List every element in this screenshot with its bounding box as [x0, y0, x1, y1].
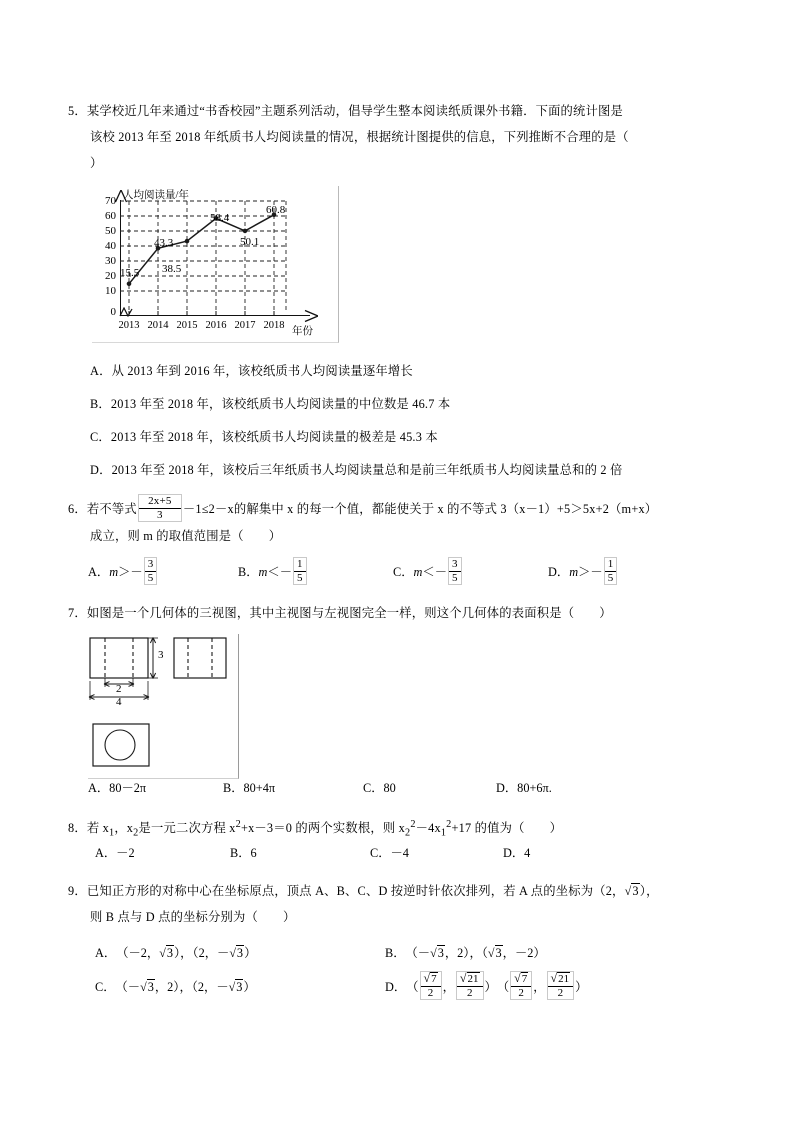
chart-data-label-2014: 38.5 — [162, 263, 182, 275]
q9a-t3: ） — [244, 946, 257, 960]
question-8-option-a[interactable]: A．－2 — [95, 846, 135, 860]
question-9-options-row-1 — [95, 940, 755, 966]
option-d-sign: － — [590, 565, 603, 580]
question-6-number: 6． — [68, 502, 87, 517]
q9a-letter: A． — [95, 946, 117, 960]
q8-sup3: 2 — [446, 819, 452, 830]
chart-xtick-2016: 2016 — [205, 320, 227, 331]
question-5-line2-wrap — [68, 124, 728, 150]
radical-sign-icon: √ — [229, 946, 236, 960]
chart-data-label-2013: 15.5 — [120, 267, 140, 279]
q9a-rad2: 3 — [236, 946, 244, 960]
q9a-t2: ），（2，－ — [173, 946, 230, 960]
question-9-line2-wrap — [68, 904, 768, 930]
question-9-number: 9． — [68, 884, 87, 898]
option-a-denominator: 5 — [145, 571, 157, 585]
question-8-number: 8． — [68, 821, 87, 836]
question-7 — [68, 600, 758, 626]
question-9-options-row-2 — [95, 972, 755, 1001]
q9d-close2: ） — [575, 979, 588, 994]
question-6-option-c[interactable] — [393, 558, 548, 586]
radical-sign-icon: √ — [159, 946, 166, 960]
q8-sup1: 2 — [235, 819, 241, 830]
question-5-stem — [68, 98, 728, 124]
chart-data-label-2016: 58.4 — [210, 212, 230, 224]
question-6-line2-wrap — [68, 523, 758, 549]
option-d-numerator: 1 — [607, 558, 614, 570]
q9c-t3: ） — [243, 979, 256, 994]
option-a-variable: m — [109, 565, 119, 580]
question-7-stem — [68, 600, 758, 626]
q9d-f3-den: 2 — [511, 986, 531, 1000]
chart-y-axis-title: 人均阅读量/年 — [123, 190, 189, 201]
chart-data-label-2015: 43.3 — [154, 237, 174, 249]
q9d-f1-num: √7 — [423, 971, 437, 985]
q9d-close1: ） — [484, 979, 497, 994]
question-6-stem — [68, 495, 758, 523]
option-c-relation: ＜ — [422, 565, 435, 580]
question-8-option-c[interactable]: C．－4 — [370, 846, 409, 860]
option-d-fraction — [604, 557, 618, 585]
option-c-letter: C． — [393, 565, 414, 580]
question-5-option-c[interactable]: C．2013 年至 2018 年，该校纸质书人均阅读量的极差是 45.3 本 — [90, 430, 438, 444]
question-5-option-a[interactable]: A．从 2013 年到 2016 年，该校纸质书人均阅读量逐年增长 — [90, 364, 413, 378]
q9c-rad2: 3 — [236, 979, 243, 994]
q9d-fraction-1 — [420, 971, 442, 1000]
question-7-number: 7． — [68, 606, 87, 620]
question-5-number: 5． — [68, 104, 87, 118]
question-9-line1-post: ）， — [639, 884, 659, 898]
option-c-sign: － — [434, 565, 448, 580]
q8-t6: +17 的值为（ ） — [451, 821, 563, 836]
question-8-option-d[interactable]: D．4 — [503, 846, 531, 860]
question-9-option-c[interactable] — [95, 974, 385, 1000]
question-6-options — [88, 558, 728, 586]
option-b-denominator: 5 — [294, 571, 306, 585]
reading-volume-line-chart — [92, 186, 339, 343]
q9d-f2-den: 2 — [457, 986, 483, 1000]
chart-ytick-60: 60 — [105, 210, 116, 222]
radical-sign-icon: √ — [140, 979, 147, 994]
q8-t1: 若 x — [86, 821, 109, 836]
chart-xtick-2013: 2013 — [118, 320, 140, 331]
q9b-t3: ，－2） — [502, 946, 546, 960]
q9a-sqrt-1 — [159, 940, 174, 966]
q9d-f4-rad: 21 — [558, 973, 570, 985]
option-b-numerator: 1 — [297, 558, 303, 570]
question-7-option-a[interactable]: A．80－2π — [88, 781, 147, 795]
option-c-numerator: 3 — [452, 558, 458, 570]
q9b-sqrt-1 — [430, 940, 445, 966]
q9d-open1: （ — [406, 979, 419, 994]
radical-sign-icon: √ — [624, 884, 632, 898]
q8-t5: －4x — [415, 821, 441, 836]
option-c-denominator: 5 — [449, 571, 461, 585]
question-6-post: 的解集中 x 的每一个值，都能使关于 x 的不等式 3（x－1）+5＞5x+2（m+x） — [233, 502, 658, 517]
q9c-t1: （－ — [115, 979, 141, 994]
option-b-sign: － — [279, 565, 293, 580]
option-d-letter: D． — [548, 565, 570, 580]
q9d-fraction-3 — [510, 971, 532, 1000]
question-6-option-b[interactable] — [238, 558, 393, 586]
chart-xtick-2018: 2018 — [263, 320, 285, 331]
question-9-stem — [68, 878, 768, 904]
q8-sub1: 1 — [108, 827, 115, 839]
fraction-denominator: 3 — [139, 508, 181, 522]
chart-xtick-2014: 2014 — [147, 320, 169, 331]
question-6 — [68, 495, 758, 549]
question-9-option-b[interactable] — [385, 940, 546, 966]
chart-xtick-2017: 2017 — [234, 320, 256, 331]
chart-data-line — [129, 215, 274, 284]
q9d-comma2: ， — [533, 979, 546, 994]
option-a-relation: ＞ — [118, 565, 131, 580]
question-6-option-d[interactable] — [548, 558, 618, 586]
question-9-option-a[interactable] — [95, 940, 385, 966]
option-d-relation: ＞ — [578, 565, 591, 580]
question-6-mid: －1≤2－x — [182, 502, 234, 517]
chart-ytick-20: 20 — [105, 270, 116, 282]
q9d-f4-num: √21 — [550, 971, 570, 985]
fraction-numerator: 2x+5 — [148, 495, 172, 507]
chart-x-axis-label: 年份 — [292, 326, 313, 337]
q9c-sqrt-1 — [140, 974, 155, 1000]
chart-ytick-40: 40 — [105, 240, 116, 252]
question-6-option-a[interactable] — [88, 558, 238, 586]
q9b-rad1: 3 — [437, 946, 444, 960]
question-5-options — [90, 358, 760, 483]
question-7-options — [88, 775, 728, 801]
q9d-letter: D． — [385, 979, 407, 994]
chart-data-label-2018: 60.8 — [266, 204, 286, 216]
q8-sub3: 2 — [404, 827, 411, 839]
question-5 — [68, 98, 728, 176]
radical-sign-icon: √ — [487, 946, 495, 960]
q9c-rad1: 3 — [147, 979, 154, 994]
q9d-fraction-2 — [456, 971, 484, 1000]
q8-t4: +x－3＝0 的两个实数根，则 x — [240, 821, 405, 836]
question-5-option-b[interactable]: B．2013 年至 2018 年，该校纸质书人均阅读量的中位数是 46.7 本 — [90, 397, 451, 411]
q9b-sqrt-2 — [488, 940, 503, 966]
question-5-option-d[interactable]: D．2013 年至 2018 年，该校后三年纸质书人均阅读量总和是前三年纸质书人均阅读量总和的 2 倍 — [90, 463, 623, 477]
q8-t3: 是一元二次方程 x — [138, 821, 236, 836]
q8-sub2: 2 — [133, 827, 139, 839]
q9b-t2: ，2），（ — [444, 946, 488, 960]
q9b-rad2: 3 — [495, 946, 502, 960]
question-9-option-d[interactable] — [385, 972, 587, 1001]
question-5-line2: 该校 2013 年至 2018 年纸质书人均阅读量的情况，根据统计图提供的信息，下列推断不合理的是（ — [90, 130, 629, 144]
option-d-denominator: 5 — [605, 571, 617, 585]
q9d-open2: （ — [496, 979, 510, 994]
option-d-variable: m — [569, 565, 579, 580]
radical-sign-icon: √ — [430, 946, 437, 960]
chart-xtick-2015: 2015 — [176, 320, 198, 331]
q9c-letter: C． — [95, 979, 116, 994]
option-c-variable: m — [413, 565, 423, 580]
option-c-fraction — [448, 557, 462, 585]
chart-ytick-50: 50 — [105, 225, 116, 237]
q9d-comma1: ， — [442, 979, 455, 994]
front-view-rect — [90, 638, 148, 678]
question-6-fraction — [138, 494, 182, 522]
q9a-sqrt-2 — [229, 940, 244, 966]
question-5-line1: 某学校近几年来通过“书香校园”主题系列活动，倡导学生整本阅读纸质课外书籍．下面的统计图是 — [86, 104, 624, 118]
question-5-line3: ） — [90, 156, 103, 170]
question-5-line3-wrap — [68, 150, 728, 176]
option-a-sign: － — [130, 565, 143, 580]
sqrt-3-inline — [625, 878, 640, 904]
option-a-letter: A． — [88, 565, 110, 580]
left-view-rect — [174, 638, 226, 678]
question-9-line1-pre: 已知正方形的对称中心在坐标原点，顶点 A、B、C、D 按逆时针依次排列，若 A 点的坐标为（2， — [86, 884, 625, 898]
option-a-numerator: 3 — [147, 558, 154, 570]
q8-sup2: 2 — [410, 819, 416, 830]
q9d-f1-rad: 7 — [431, 973, 437, 985]
q9d-f2-num: √21 — [459, 971, 479, 985]
dimension-inner-width-label: 2 — [116, 683, 122, 695]
option-b-fraction — [293, 557, 307, 585]
chart-data-label-2017: 50.1 — [240, 236, 260, 248]
q9d-f2-rad: 21 — [467, 973, 479, 985]
q9c-sqrt-2 — [229, 974, 244, 1000]
q9d-fraction-4 — [547, 971, 575, 1000]
option-b-letter: B． — [238, 565, 259, 580]
question-7-line1: 如图是一个几何体的三视图，其中主视图与左视图完全一样，则这个几何体的表面积是（ ） — [86, 606, 612, 620]
q9d-f1-den: 2 — [421, 986, 441, 1000]
q8-t2: ，x — [114, 821, 134, 836]
q8-sub4: 1 — [440, 827, 447, 839]
chart-ytick-10: 10 — [105, 285, 116, 297]
question-7-option-b[interactable]: B．80+4π — [223, 781, 276, 795]
question-7-option-c[interactable]: C．80 — [363, 781, 396, 795]
q9c-t2: ，2），（2，－ — [154, 979, 229, 994]
three-view-diagram — [88, 634, 239, 779]
radical-sign-icon: √ — [228, 979, 236, 994]
q9d-f3-rad: 7 — [521, 973, 528, 985]
q9b-t1: （－ — [405, 946, 431, 960]
question-9 — [68, 878, 768, 930]
question-6-line2: 成立，则 m 的取值范围是（ ） — [90, 529, 282, 544]
chart-ytick-30: 30 — [105, 255, 116, 267]
question-8-option-b[interactable]: B．6 — [230, 846, 257, 860]
question-9-line2: 则 B 点与 D 点的坐标分别为（ ） — [90, 910, 296, 924]
sqrt-radicand: 3 — [632, 884, 639, 898]
q9d-f4-den: 2 — [548, 986, 574, 1000]
dimension-outer-width-label: 4 — [116, 696, 122, 708]
question-7-option-d[interactable]: D．80+6π. — [496, 781, 552, 795]
q9b-letter: B． — [385, 946, 406, 960]
question-6-pre: 若不等式 — [86, 502, 137, 517]
option-a-fraction — [144, 557, 158, 585]
q9d-f3-num: √7 — [514, 971, 528, 985]
option-b-relation: ＜ — [267, 565, 280, 580]
q9a-rad1: 3 — [166, 946, 173, 960]
question-8-options — [95, 840, 735, 866]
q9a-t1: （－2， — [116, 946, 160, 960]
chart-ytick-0: 0 — [110, 306, 116, 318]
dimension-height-label: 3 — [158, 649, 164, 661]
option-b-variable: m — [258, 565, 268, 580]
chart-ytick-70: 70 — [105, 195, 116, 207]
